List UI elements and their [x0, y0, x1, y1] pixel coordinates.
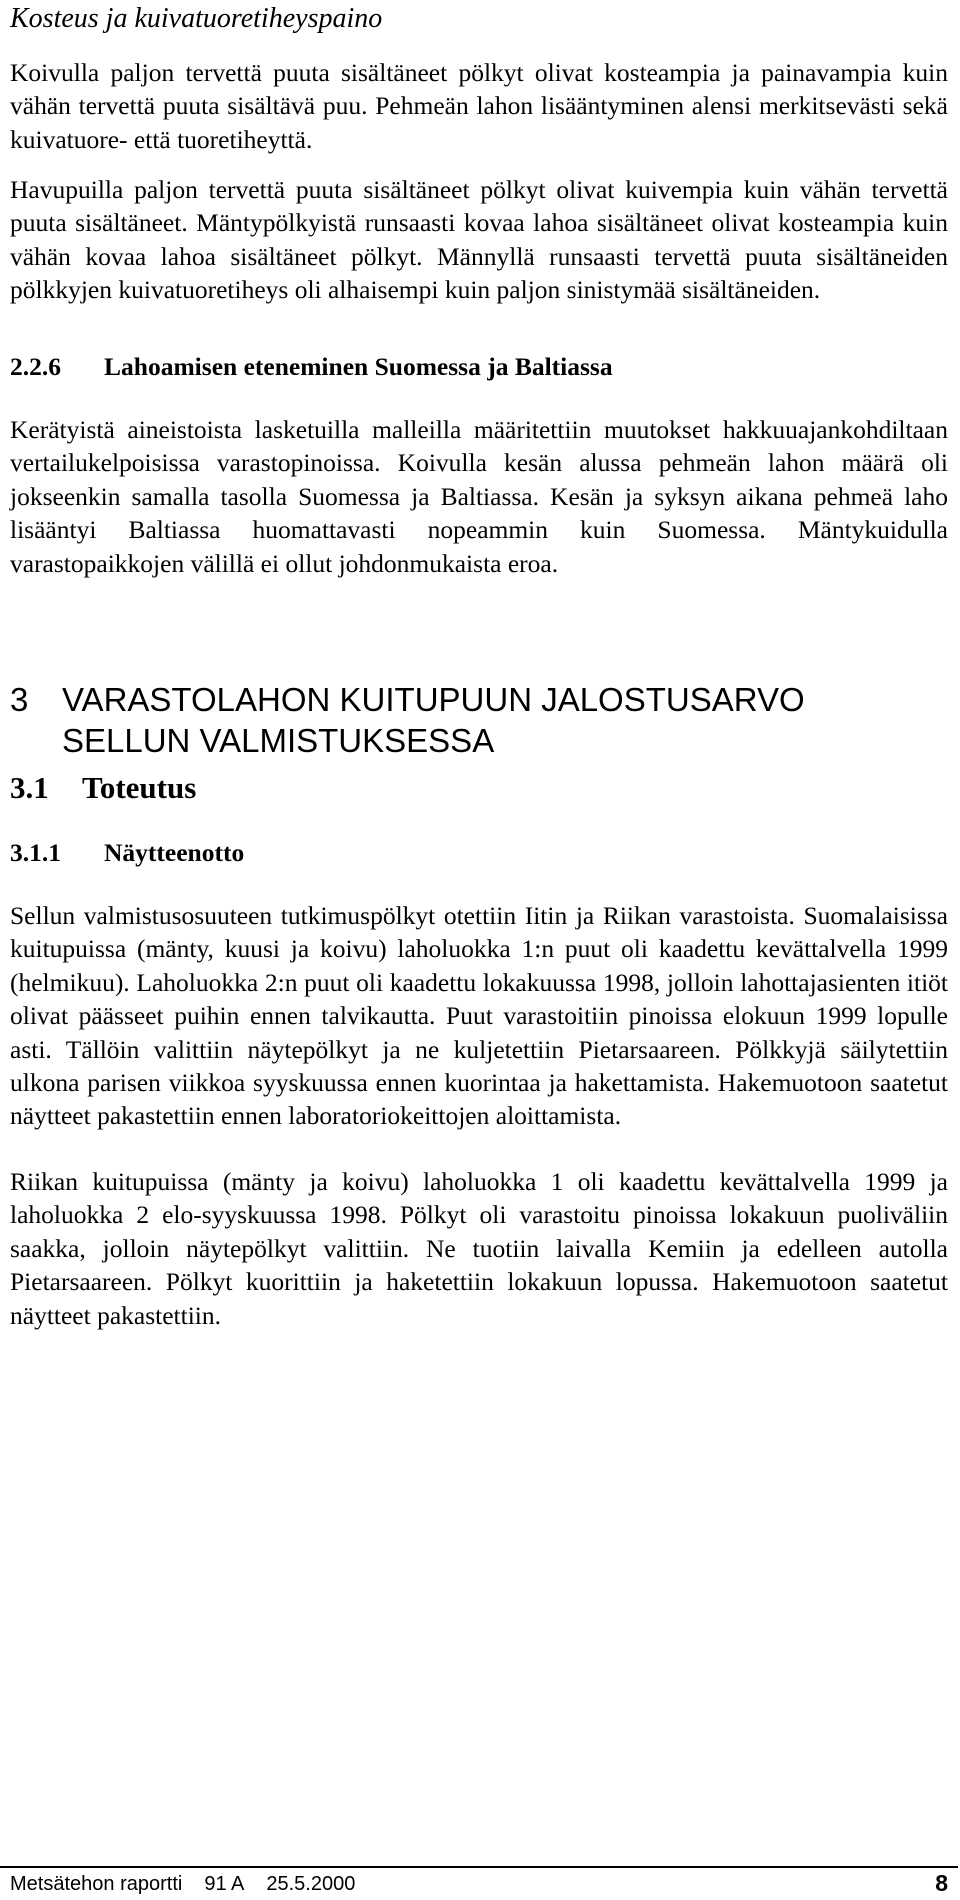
- chapter-heading-3: [10, 679, 805, 761]
- section-title: Lahoamisen eteneminen Suomessa ja Baltiassa: [104, 352, 613, 381]
- paragraph-birch-moisture: Koivulla paljon tervettä puuta sisältäneet pölkyt olivat kosteampia ja painavampia kuin vähän tervettä puuta sisältävä puu. Pehmeän lahon lisääntyminen alensi merkitsevästi sekä kuivatuore- että tuoretiheyttä.: [10, 58, 948, 154]
- section-title: Näytteenotto: [104, 838, 245, 867]
- footer-series: Metsätehon raportti: [10, 1873, 183, 1895]
- paragraph-riga-sampling: Riikan kuitupuissa (mänty ja koivu) laholuokka 1 oli kaadettu kevättalvella 1999 ja laholuokka 2 elo-syyskuussa 1998. Pölkyt oli varastoitu pinoissa lokakuun puoliväliin saakka, jolloin näytepölkyt valittiin. Ne tuotiin laivalla Kemiin ja edelleen autolla Pietarsaareen. Pölkyt kuorittiin ja haketettiin lokakuun lopussa. Hakemuotoon saatetut näytteet pakastettiin.: [10, 1167, 948, 1330]
- section-heading-2-2-6: [10, 350, 613, 384]
- paragraph-finnish-sampling: Sellun valmistusosuuteen tutkimuspölkyt otettiin Iitin ja Riikan varastoista. Suomalaisissa kuitupuissa (mänty, kuusi ja koivu) laholuokka 1:n puut oli kaadettu kevättalvella 1999 (helmikuu). Laholuokka 2:n puut oli kaadettu lokakuussa 1998, jolloin lahottajasienten itiöt olivat päässeet puihin ennen talvikautta. Puut varastoitiin pinoissa elokuun 1999 lopulle asti. Tällöin valittiin näytepölkyt ja ne kuljetettiin Pietarsaareen. Pölkkyjä säilytettiin ulkona parisen viikkoa syyskuussa ennen kuorintaa ja hakettamista. Hakemuotoon saatetut näytteet pakastettiin ennen laboratoriokeittojen aloittamista.: [10, 901, 948, 1131]
- page-number: 8: [935, 1870, 948, 1896]
- section-number: 3.1: [10, 770, 49, 805]
- section-number: 3.1.1: [10, 838, 61, 867]
- paragraph-conifer-moisture: Havupuilla paljon tervettä puuta sisältäneet pölkyt olivat kuivempia kuin vähän tervettä puuta sisältäneet. Mäntypölkyistä runsaasti kovaa lahoa sisältäneet olivat kosteampia kuin vähän kovaa lahoa sisältäneet pölkyt. Männyllä runsaasti tervettä puuta sisältäneiden pölkkyjen kuivatuoretiheys oli alhaisempi kuin paljon sinistymää sisältäneiden.: [10, 175, 948, 305]
- section-title: Toteutus: [82, 770, 197, 805]
- chapter-number: 3: [10, 681, 29, 718]
- section-heading-3-1: [10, 769, 196, 807]
- footer-date: 25.5.2000: [266, 1873, 356, 1895]
- paragraph-decay-progress: Kerätyistä aineistoista lasketuilla malleilla määritettiin muutokset hakkuuajankohdiltaan vertailukelpoisissa varastopinoissa. Koivulla kesän alussa pehmeän lahon määrä oli jokseenkin samalla tasolla Suomessa ja Baltiassa. Kesän ja syksyn aikana pehmeä laho lisääntyi Baltiassa huomattavasti nopeammin kuin Suomessa. Mäntykuidulla varastopaikkojen välillä ei ollut johdonmukaista eroa.: [10, 415, 948, 578]
- footer-report-number: 91 A: [204, 1873, 245, 1895]
- section-heading-3-1-1: [10, 836, 244, 870]
- footer-info: [10, 1872, 377, 1896]
- running-head: Kosteus ja kuivatuoretiheyspaino: [10, 3, 383, 34]
- chapter-title-line1: VARASTOLAHON KUITUPUUN JALOSTUSARVO: [62, 681, 805, 718]
- footer-rule: [0, 1866, 958, 1868]
- section-number: 2.2.6: [10, 352, 61, 381]
- chapter-title-line2: SELLUN VALMISTUKSESSA: [62, 722, 495, 759]
